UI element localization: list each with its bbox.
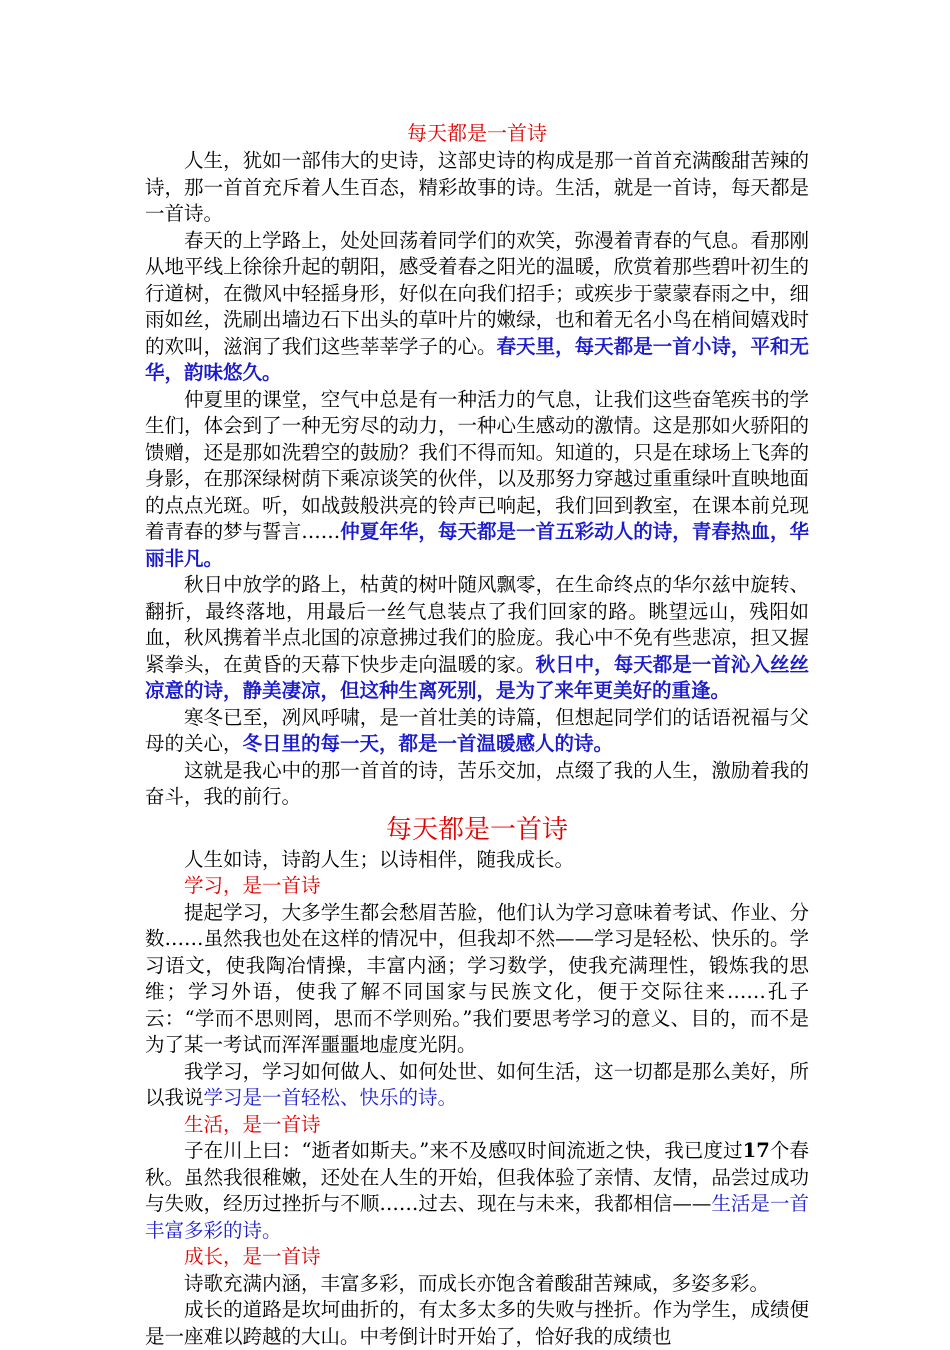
paragraph-text: 寒冬已至，冽风呼啸，是一首壮美的诗篇，但想起同学们的话语祝福与父母的关心， (145, 705, 809, 755)
paragraph-text: 春天的上学路上，处处回荡着同学们的欢笑，弥漫着青春的气息。看那刚从地平线上徐徐升起的朝阳，感受着春之阳光的温暖，欣赏着那些碧叶初生的行道树，在微风中轻摇身形，好似在向我们招手；或疾步于蒙蒙春雨之中，细雨如丝，洗刷出墙边石下出头的草叶片的嫩绿，也和着无名小鸟在梢间嬉戏时的欢叫，滋润了我们这些莘莘学子的心。 (145, 228, 809, 358)
paragraph-text: 个春秋。虽然我很稚嫩，还处在人生的开始，但我体验了亲情、友情，品尝过成功与失败，经历过挫折与不顺……过去、现在与未来，我都相信—— (145, 1139, 809, 1215)
essay1-paragraph-1 (145, 148, 809, 228)
document-page (145, 118, 809, 1350)
highlight-text: 春天里，每天都是一首小诗，平和无华，韵味悠久。 (145, 334, 809, 384)
paragraph-text: 仲夏里的课堂，空气中总是有一种活力的气息，让我们这些奋笔疾书的学生们，体会到了一种无穷尽的动力，一种心生感动的激情。这是那如火骄阳的馈赠，还是那如洗碧空的鼓励？我们不得而知。知道的，只是在球场上飞奔的身影，在那深绿树荫下乘凉谈笑的伙伴，以及那努力穿越过重重绿叶直映地面的点点光斑。听，如战鼓般洪亮的铃声已响起，我们回到教室，在课本前兑现着青春的梦与誓言…… (145, 387, 809, 543)
highlight-text: 冬日里的每一天，都是一首温暖感人的诗。 (242, 732, 614, 755)
section-heading-growth: 成长，是一首诗 (184, 1245, 321, 1268)
paragraph-text: 诗歌充满内涵，丰富多彩，而成长亦饱含着酸甜苦辣咸，多姿多彩。 (184, 1271, 770, 1295)
essay1-paragraph-6 (145, 758, 809, 811)
paragraph-text: 这就是我心中的那一首首的诗，苦乐交加，点缀了我的人生，激励着我的奋斗，我的前行。 (145, 758, 809, 808)
essay1-paragraph-5 (145, 705, 809, 758)
paragraph-text: 秋日中放学的路上，枯黄的树叶随风飘零，在生命终点的华尔兹中旋转、翻折，最终落地，用最后一丝气息装点了我们回家的路。眺望远山，残阳如血，秋风携着半点北国的凉意拂过我们的脸庞。我心中不免有些悲凉，担又握紧拳头，在黄昏的天幕下快步走向温暖的家。 (145, 573, 809, 676)
paragraph-text: 人生，犹如一部伟大的史诗，这部史诗的构成是那一首首充满酸甜苦辣的诗，那一首首充斥着人生百态，精彩故事的诗。生活，就是一首诗，每天都是一首诗。 (145, 149, 809, 225)
growth-paragraph-1 (145, 1271, 809, 1298)
section-heading-study: 学习，是一首诗 (184, 874, 321, 897)
life-paragraph-1 (145, 1138, 809, 1244)
paragraph-text: 子在川上曰：“逝者如斯夫。”来不及感叹时间流逝之快，我已度过 (184, 1139, 743, 1162)
highlight-text: 秋日中，每天都是一首沁入丝丝凉意的诗，静美凄凉，但这种生离死别，是为了来年更美好的重逢。 (145, 652, 809, 702)
essay1-title: 每天都是一首诗 (407, 121, 547, 145)
essay2-intro (145, 847, 809, 874)
highlight-text: 生活是一首丰富多彩的诗。 (145, 1192, 809, 1242)
highlight-text: 学习是一首轻松、快乐的诗。 (203, 1086, 458, 1109)
essay1-paragraph-4 (145, 572, 809, 705)
study-paragraph-2 (145, 1059, 809, 1112)
highlight-text: 仲夏年华，每天都是一首五彩动人的诗，青春热血，华丽非凡。 (145, 520, 809, 570)
section-heading-life: 生活，是一首诗 (184, 1112, 321, 1136)
essay1-paragraph-3 (145, 387, 809, 573)
paragraph-text: 提起学习，大多学生都会愁眉苦脸，他们认为学习意味着考试、作业、分数……虽然我也处在这样的情况中，但我却不然——学习是轻松、快乐的。学习语文，使我陶冶情操，丰富内涵；学习数学，使我充满理性，锻炼我的思维；学习外语，使我了解不同国家与民族文化，便于交际往来……孔子云：“学而不思则罔，思而不学则殆。”我们要思考学习的意义、目的，而不是为了某一考试而浑浑噩噩地虚度光阴。 (145, 900, 809, 1056)
essay1-paragraph-2 (145, 228, 809, 387)
growth-paragraph-2 (145, 1297, 809, 1350)
paragraph-text: 成长的道路是坎坷曲折的，有太多太多的失败与挫折。作为学生，成绩便是一座难以跨越的大山。中考倒计时开始了，恰好我的成绩也 (145, 1298, 809, 1348)
study-paragraph-1 (145, 900, 809, 1059)
essay2-title: 每天都是一首诗 (385, 814, 568, 845)
age-number: 17 (742, 1139, 770, 1162)
paragraph-text: 人生如诗，诗韵人生；以诗相伴，随我成长。 (184, 847, 575, 871)
paragraph-text: 我学习，学习如何做人、如何处世、如何生活，这一切都是那么美好，所以我说 (145, 1059, 809, 1109)
